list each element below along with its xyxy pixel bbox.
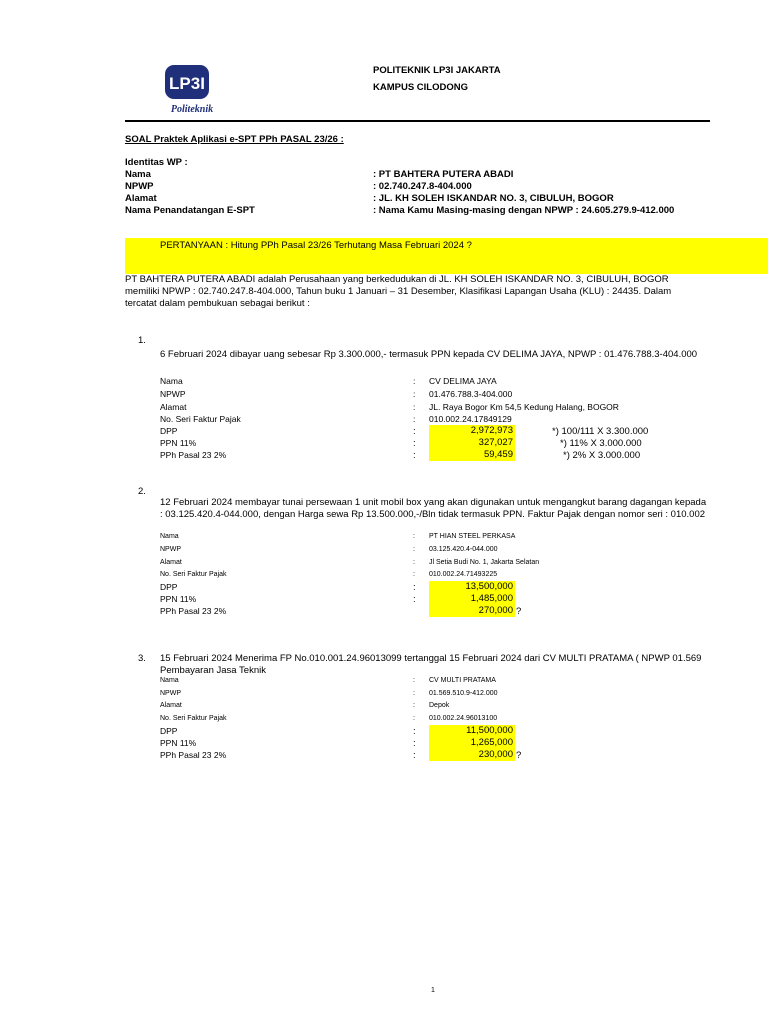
info-label: Nama: [160, 376, 183, 386]
colon: :: [413, 414, 416, 424]
info-value: JL. Raya Bogor Km 54,5 Kedung Halang, BOGOR: [429, 402, 619, 412]
item-description: 15 Februari 2024 Menerima FP No.010.001.24.96013099 tertanggal 15 Februari 2024 dari CV MULTI PRATAMA ( NPWP 01.569: [160, 653, 702, 664]
colon: :: [413, 389, 416, 399]
identitas-label: Nama: [125, 169, 151, 180]
item-description: Pembayaran Jasa Teknik: [160, 665, 266, 676]
document-title: SOAL Praktek Aplikasi e-SPT PPh PASAL 23/26 :: [125, 134, 344, 145]
item-number: 1.: [138, 335, 146, 346]
item-description: : 03.125.420.4-044.000, dengan Harga sewa Rp 13.500.000,-/Bln tidak termasuk PPN. Faktur Pajak dengan nomor seri : 010.002: [160, 509, 706, 520]
calc-value: 2,972,973: [429, 425, 515, 437]
info-label: NPWP: [160, 690, 181, 697]
colon: :: [413, 726, 416, 737]
calc-label: DPP: [160, 582, 178, 592]
info-value: Jl Setia Budi No. 1, Jakarta Selatan: [429, 559, 540, 566]
info-label: Alamat: [160, 402, 187, 412]
campus-name: KAMPUS CILODONG: [373, 82, 468, 93]
info-label: NPWP: [160, 389, 186, 399]
identitas-value: : PT BAHTERA PUTERA ABADI: [373, 169, 514, 180]
calc-label: PPN 11%: [160, 438, 197, 448]
colon: :: [413, 702, 415, 709]
info-label: Nama: [160, 677, 179, 684]
calc-note: ?: [516, 750, 522, 761]
item-description: 12 Februari 2024 membayar tunai persewaan 1 unit mobil box yang akan digunakan untuk mengangkut barang dagangan kepada: [160, 497, 707, 508]
calc-value: 327,027: [429, 437, 515, 449]
info-label: Alamat: [160, 702, 182, 709]
info-value: Depok: [429, 702, 450, 709]
calc-value: 13,500,000: [429, 581, 515, 593]
info-value: 03.125.420.4-044.000: [429, 546, 498, 553]
intro-line: tercatat dalam pembukuan sebagai berikut :: [125, 298, 310, 309]
item-description: 6 Februari 2024 dibayar uang sebesar Rp 3.300.000,- termasuk PPN kepada CV DELIMA JAYA, NPWP : 01.476.788.3-404.000: [160, 349, 698, 360]
colon: :: [413, 376, 416, 386]
info-label: No. Seri Faktur Pajak: [160, 715, 227, 722]
identitas-label: NPWP: [125, 181, 154, 192]
calc-note: ?: [516, 606, 522, 617]
colon: :: [413, 438, 416, 449]
calc-label: DPP: [160, 726, 178, 736]
info-value: PT HIAN STEEL PERKASA: [429, 533, 516, 540]
identitas-value: : Nama Kamu Masing-masing dengan NPWP : 24.605.279.9-412.000: [373, 205, 675, 216]
info-value: 01.569.510.9-412.000: [429, 690, 498, 697]
calc-value: 230,000: [429, 749, 515, 761]
info-value: CV DELIMA JAYA: [429, 376, 497, 386]
calc-value: 59,459: [429, 449, 515, 461]
colon: :: [413, 559, 415, 566]
identitas-label: Alamat: [125, 193, 157, 204]
identitas-value: : 02.740.247.8-404.000: [373, 181, 472, 192]
lp3i-logo: [160, 62, 220, 120]
colon: :: [413, 594, 416, 605]
identitas-heading: Identitas WP :: [125, 157, 188, 168]
info-value: 010.002.24.17849129: [429, 414, 512, 424]
calc-note: *) 11% X 3.000.000: [560, 438, 642, 449]
info-label: No. Seri Faktur Pajak: [160, 414, 241, 424]
calc-label: PPN 11%: [160, 594, 197, 604]
info-value: CV MULTI PRATAMA: [429, 677, 496, 684]
page-number: 1: [431, 987, 435, 994]
institution-name: POLITEKNIK LP3I JAKARTA: [373, 65, 501, 76]
calc-label: PPN 11%: [160, 738, 197, 748]
logo-subtext: Politeknik: [170, 104, 214, 115]
colon: :: [413, 750, 416, 761]
colon: :: [413, 715, 415, 722]
calc-value: 270,000: [429, 605, 515, 617]
colon: :: [413, 450, 416, 461]
calc-value: 1,485,000: [429, 593, 515, 605]
logo-text: LP3I: [169, 74, 205, 93]
info-value: 010.002.24.96013100: [429, 715, 498, 722]
item-number: 3.: [138, 653, 146, 664]
intro-line: PT BAHTERA PUTERA ABADI adalah Perusahaan yang berkedudukan di JL. KH SOLEH ISKANDAR NO. 3, CIBULUH, BOGOR: [125, 274, 669, 285]
info-label: Nama: [160, 533, 179, 540]
calc-label: PPh Pasal 23 2%: [160, 606, 227, 616]
colon: :: [413, 738, 416, 749]
item-number: 2.: [138, 486, 146, 497]
calc-value: 1,265,000: [429, 737, 515, 749]
calc-note: *) 2% X 3.000.000: [563, 450, 641, 461]
info-value: 01.476.788.3-404.000: [429, 389, 513, 399]
colon: :: [413, 690, 415, 697]
calc-label: PPh Pasal 23 2%: [160, 750, 227, 760]
colon: :: [413, 426, 416, 437]
colon: :: [413, 402, 416, 412]
calc-label: DPP: [160, 426, 178, 436]
colon: :: [413, 582, 416, 593]
info-value: 010.002.24.71493225: [429, 571, 498, 578]
header-rule: [125, 120, 710, 122]
intro-line: memiliki NPWP : 02.740.247.8-404.000, Tahun buku 1 Januari – 31 Desember, Klasifikasi Lapangan Usaha (KLU) : 24435. Dalam: [125, 286, 672, 297]
colon: :: [413, 571, 415, 578]
identitas-label: Nama Penandatangan E-SPT: [125, 205, 255, 216]
info-label: NPWP: [160, 546, 181, 553]
calc-note: *) 100/111 X 3.300.000: [552, 426, 649, 437]
colon: :: [413, 533, 415, 540]
colon: :: [413, 677, 415, 684]
question-text: PERTANYAAN : Hitung PPh Pasal 23/26 Terhutang Masa Februari 2024 ?: [160, 240, 472, 251]
calc-label: PPh Pasal 23 2%: [160, 450, 227, 460]
colon: :: [413, 546, 415, 553]
calc-value: 11,500,000: [429, 725, 515, 737]
identitas-value: : JL. KH SOLEH ISKANDAR NO. 3, CIBULUH, BOGOR: [373, 193, 614, 204]
info-label: No. Seri Faktur Pajak: [160, 571, 227, 578]
info-label: Alamat: [160, 559, 182, 566]
